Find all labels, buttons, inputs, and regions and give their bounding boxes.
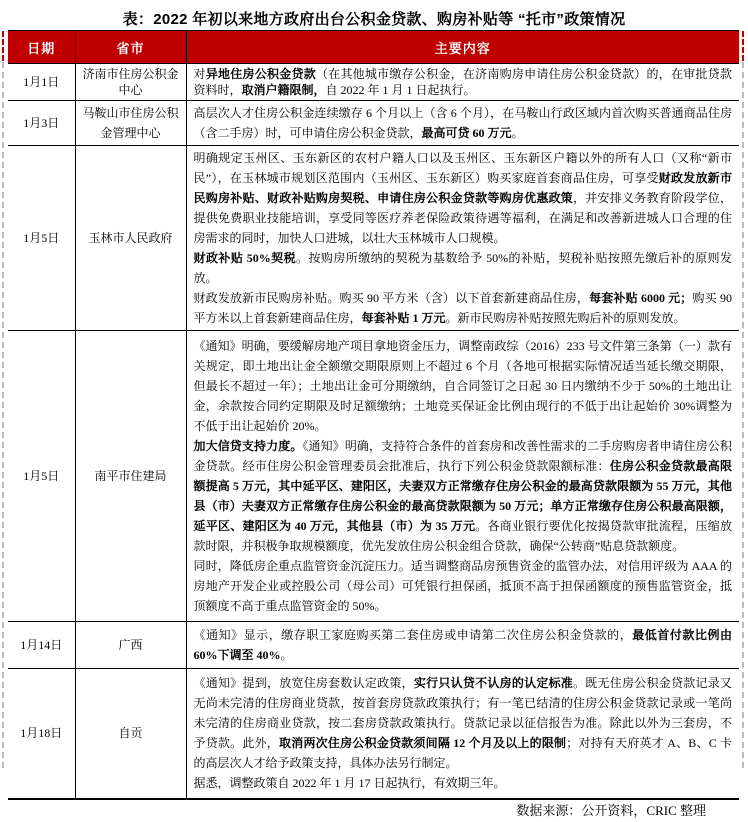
- region-cell: 济南市住房公积金中心: [75, 64, 186, 101]
- content-cell: [186, 669, 739, 799]
- region-cell: 南平市住建局: [75, 331, 186, 622]
- table-title: 表：2022 年初以来地方政府出台公积金贷款、购房补贴等 “托市”政策情况: [122, 11, 626, 28]
- content-paragraph: 明确规定玉州区、玉东新区的农村户籍人口以及玉州区、玉东新区户籍以外的所有人口（又称“新市民”），在玉林城市规划区范围内（玉州区、玉东新区）购买家庭首套商品住房，可享受财政发放新市民购房补贴、财政补贴购房契税、申请住房公积金贷款等购房优惠政策，并安排义务教育阶段学位，提供免费职业技能培训，享受同等医疗养老保险政策待遇等福利，在满足和改善新进城人口合理的住房需求的同时，加快人口进城，以壮大玉林城市人口规模。: [193, 151, 732, 245]
- content-paragraph: 《通知》显示，缴存职工家庭购买第二套住房或申请第二次住房公积金贷款的，最低首付款比例由 60%下调至 40%。: [193, 628, 732, 662]
- region-cell: 马鞍山市住房公积金管理中心: [75, 101, 186, 146]
- page-boundary-right-top-dash: [742, 31, 744, 61]
- date-cell: 1月18日: [8, 669, 75, 799]
- content-paragraph: 财政发放新市民购房补贴。购买 90 平方米（含）以下首套新建商品住房，每套补贴 6000 元；购买 90 平方米以上首套新建商品住房，每套补贴 1 万元。新市民购房补贴按照先购后补的原则发放。: [193, 291, 732, 325]
- content-paragraph: 《通知》提到，放宽住房套数认定政策，实行只认贷不认房的认定标准。既无住房公积金贷款记录又无尚未完清的住房商业贷款，按首套房贷款政策执行；有一笔已结清的住房公积金贷款记录或一笔尚未完清的住房商业贷款，按二套房贷款政策执行。贷款记录以征信报告为准。除此以外为三套房，不予贷款。此外，取消两次住房公积金贷款须间隔 12 个月及以上的限制；对持有天府英才 A、B、C 卡的高层次人才给予政策支持，具体办法另行制定。: [193, 676, 732, 771]
- region-cell: 玉林市人民政府: [75, 146, 186, 331]
- table-body: [8, 64, 739, 799]
- content-paragraph: 对异地住房公积金贷款（在其他城市缴存公积金，在济南购房申请住房公积金贷款）的，在审批贷款资料时，取消户籍限制，自 2022 年 1 月 1 日起执行。: [193, 67, 732, 97]
- table-row: [8, 64, 739, 101]
- content-paragraph: 高层次人才住房公积金连续缴存 6 个月以上（含 6 个月），在马鞍山行政区域内首次购买普通商品住房（含二手房）时，可申请住房公积金贷款，最高可贷 60 万元。: [193, 106, 732, 140]
- column-header-province: 省市: [75, 31, 186, 64]
- page-boundary-right-bottom-dash: [742, 62, 744, 768]
- content-paragraph: 加大信贷支持力度。《通知》明确，支持符合条件的首套房和改善性需求的二手房购房者申请住房公积金贷款。经市住房公积金管理委员会批准后，执行下列公积金贷款限额标准：住房公积金贷款最高限额提高 5 万元，其中延平区、建阳区，夫妻双方正常缴存住房公积金的最高贷款限额为 55 万元，其他县（市）夫妻双方正常缴存住房公积金的最高贷款限额为 50 万元；单方正常缴存住房公积最高限额，延平区、建阳区为 40 万元，其他县（市）为 35 万元。各商业银行要优化按揭贷款审批流程，压缩放款时限，并积极争取规模额度，优先发放住房公积金组合贷款，确保“公转商”贴息贷款额度。: [193, 439, 732, 553]
- content-cell: [186, 331, 739, 622]
- table-header-row: [8, 31, 739, 64]
- table-row: [8, 146, 739, 331]
- date-cell: 1月5日: [8, 331, 75, 622]
- region-cell: 广西: [75, 622, 186, 669]
- content-paragraph: 《通知》明确，要缓解房地产项目拿地资金压力，调整南政综（2016）233 号文件第三条第（一）款有关规定，即土地出让金全额缴交期限原则上不超过 6 个月（各地可根据实际情况适当延长缴交期限，但最长不超过一年）；土地出让金可分期缴纳，自合同签订之日起 30 日内缴纳不少于 50%的土地出让金，余款按合同约定期限及时足额缴纳；土地竞买保证金比例由现行的不低于出让起始价 30%调整为不低于出让起始价 20%。: [193, 339, 732, 433]
- date-cell: 1月1日: [8, 64, 75, 101]
- content-cell: [186, 622, 739, 669]
- table-row: [8, 622, 739, 669]
- content-cell: [186, 64, 739, 101]
- content-paragraph: 财政补贴 50%契税。按购房所缴纳的契税为基数给予 50%的补贴，契税补贴按照先缴后补的原则发放。: [193, 251, 732, 285]
- date-cell: 1月3日: [8, 101, 75, 146]
- content-paragraph: 同时，降低房企重点监管资金沉淀压力。适当调整商品房预售资金的监管办法，对信用评级为 AAA 的房地产开发企业或控股公司（母公司）可凭银行担保函，抵顶不高于担保函额度的预售监管资金，抵顶额度不高于重点监管资金的 50%。: [193, 559, 732, 613]
- column-header-date: 日期: [8, 31, 75, 64]
- data-source-note: 数据来源：公开资料，CRIC 整理: [516, 802, 706, 818]
- date-cell: 1月14日: [8, 622, 75, 669]
- table-row: [8, 669, 739, 799]
- page-boundary-left-bottom-dash: [2, 62, 4, 768]
- table-row: [8, 331, 739, 622]
- region-cell: 自贡: [75, 669, 186, 799]
- column-header-content: 主要内容: [186, 31, 739, 64]
- content-paragraph: 据悉，调整政策自 2022 年 1 月 17 日起执行，有效期三年。: [193, 776, 506, 791]
- content-cell: [186, 146, 739, 331]
- policy-table: [8, 30, 739, 800]
- table-row: [8, 101, 739, 146]
- page-boundary-left-top-dash: [2, 31, 4, 61]
- content-cell: [186, 101, 739, 146]
- date-cell: 1月5日: [8, 146, 75, 331]
